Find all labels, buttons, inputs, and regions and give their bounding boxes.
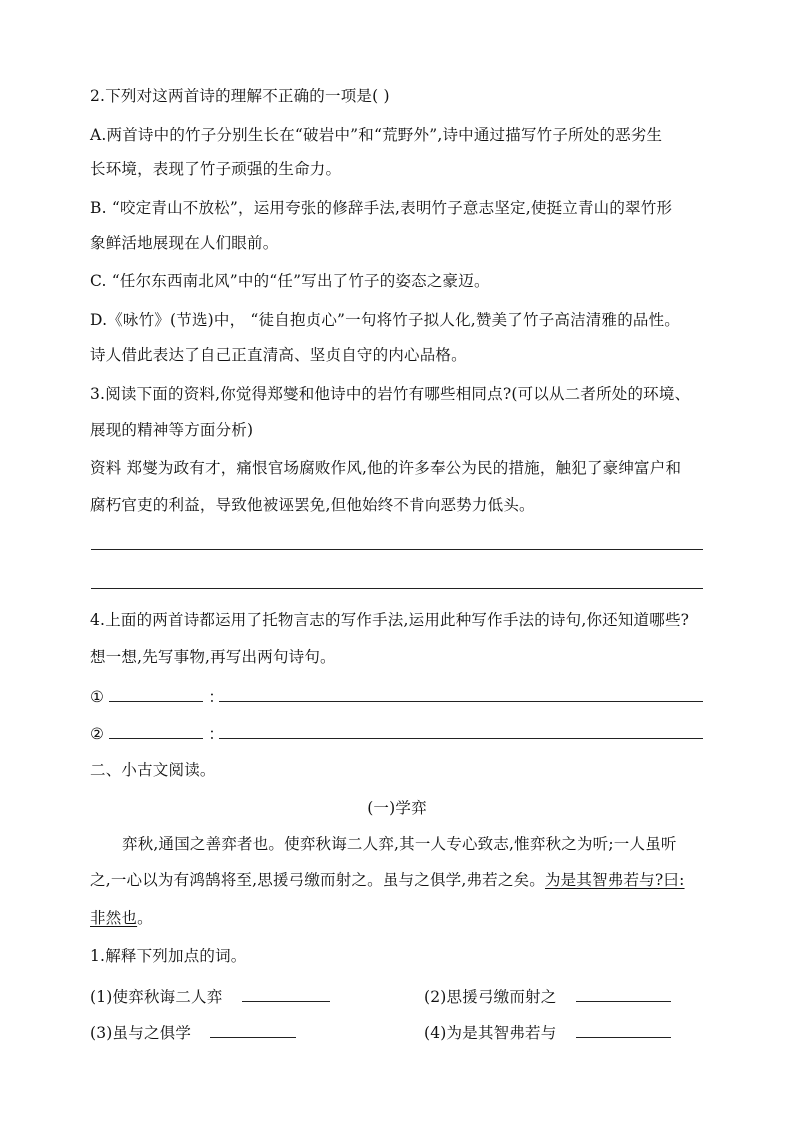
word-item-2-blank[interactable] <box>576 985 671 1002</box>
word-item-4 <box>424 1021 671 1043</box>
q4-stem-line1: 4.上面的两首诗都运用了托物言志的写作手法,运用此种写作手法的诗句,你还知道哪些? <box>90 611 690 629</box>
q2-option-b-line2: 象鲜活地展现在人们眼前。 <box>90 234 279 252</box>
q2-option-b-line1: B. “咬定青山不放松”，运用夸张的修辞手法,表明竹子意志坚定,使挺立青山的翠竹形 <box>90 199 673 217</box>
q4-colon-1: ： <box>208 688 225 706</box>
q3-material-line1: 资料 郑燮为政有才，痛恨官场腐败作风,他的许多奉公为民的措施，触犯了豪绅富户和 <box>90 459 682 477</box>
q2-option-d-line1: D.《咏竹》(节选)中， “徒自抱贞心”一句将竹子拟人化,赞美了竹子高洁清雅的品性。 <box>90 311 681 329</box>
q4-answer-row-2 <box>90 722 224 744</box>
q4-poem-line-2[interactable] <box>219 738 703 739</box>
q2-option-c: C. “任尔东西南北风”中的“任”写出了竹子的姿态之豪迈。 <box>90 272 490 290</box>
q2-stem: 2.下列对这两首诗的理解不正确的一项是( ) <box>90 87 390 105</box>
q3-answer-line-1[interactable] <box>91 549 703 550</box>
passage-line-2-text: 之,一心以为有鸿鹄将至,思援弓缴而射之。虽与之俱学,弗若之矣。 <box>90 871 545 889</box>
q3-stem-line2: 展现的精神等方面分析) <box>90 421 254 439</box>
passage-title: (一)学弈 <box>367 799 427 817</box>
word-item-4-blank[interactable] <box>576 1021 671 1038</box>
passage-line-3-end: 。 <box>137 909 153 927</box>
passage-line-3 <box>90 908 153 928</box>
q4-object-blank-1[interactable] <box>109 685 203 702</box>
q4-object-blank-2[interactable] <box>109 722 203 739</box>
passage-line-1: 弈秋,通国之善弈者也。使弈秋诲二人弈,其一人专心致志,惟弈秋之为听;一人虽听 <box>122 835 677 853</box>
passage-q1-stem: 1.解释下列加点的词。 <box>90 947 247 965</box>
q4-answer-row-1 <box>90 685 224 707</box>
word-item-3-blank[interactable] <box>210 1021 296 1038</box>
word-item-4-text: (4)为是其智弗若与 <box>424 1024 557 1042</box>
passage-underlined-question: 为是其智弗若与?曰: <box>544 871 685 889</box>
section2-title: 二、小古文阅读。 <box>90 761 216 779</box>
word-item-1-blank[interactable] <box>242 985 330 1002</box>
q2-option-a-line1: A.两首诗中的竹子分别生长在“破岩中”和“荒野外”,诗中通过描写竹子所处的恶劣生 <box>90 126 663 144</box>
word-item-2-text: (2)思援弓缴而射之 <box>424 988 557 1006</box>
q3-stem-line1: 3.阅读下面的资料,你觉得郑燮和他诗中的岩竹有哪些相同点?(可以从二者所处的环境、 <box>90 385 691 403</box>
q4-stem-line2: 想一想,先写事物,再写出两句诗句。 <box>90 648 336 666</box>
q4-marker-2: ② <box>90 725 105 743</box>
q4-marker-1: ① <box>90 688 105 706</box>
q2-option-a-line2: 长环境，表现了竹子顽强的生命力。 <box>90 160 342 178</box>
passage-line-2 <box>90 870 685 890</box>
word-item-2 <box>424 985 671 1007</box>
word-item-3-text: (3)虽与之俱学 <box>90 1024 192 1042</box>
q3-answer-line-2[interactable] <box>91 588 703 589</box>
q4-colon-2: ： <box>208 725 225 743</box>
word-item-3 <box>90 1021 296 1043</box>
q4-poem-line-1[interactable] <box>219 701 703 702</box>
word-item-1-text: (1)使弈秋诲二人弈 <box>90 988 223 1006</box>
q2-option-d-line2: 诗人借此表达了自己正直清高、坚贞自守的内心品格。 <box>90 346 467 364</box>
word-item-1 <box>90 985 330 1007</box>
passage-underlined-answer: 非然也 <box>90 909 138 927</box>
q3-material-line2: 腐朽官吏的利益，导致他被诬罢免,但他始终不肯向恶势力低头。 <box>90 496 535 514</box>
